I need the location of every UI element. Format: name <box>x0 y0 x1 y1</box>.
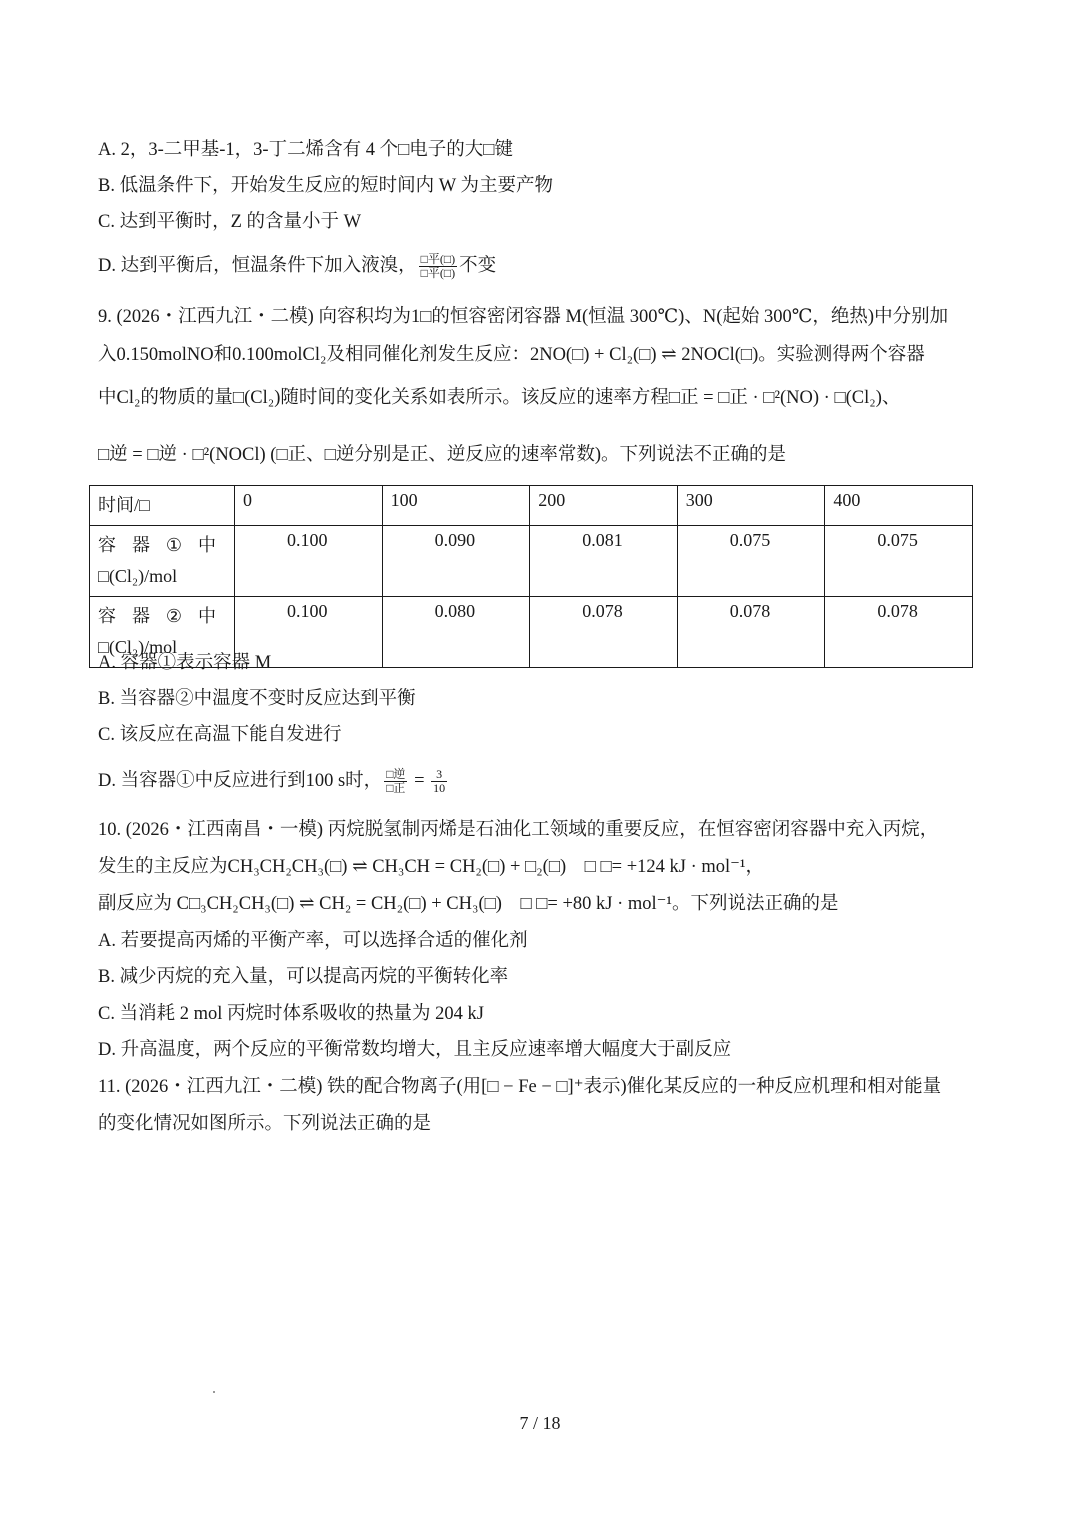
table-row <box>90 526 973 597</box>
q9-option-c: C. 该反应在高温下能自发进行 <box>98 725 342 745</box>
q9-fraction-1-denominator: □正 <box>386 781 406 795</box>
header-cell: 200 <box>530 486 678 526</box>
q11-stem-line-2: 的变化情况如图所示。下列说法正确的是 <box>98 1114 432 1134</box>
q9-fraction-1-numerator: □逆 <box>386 767 406 781</box>
table-cell: 0.100 <box>235 526 383 597</box>
row-label-bottom: □(Cl₂)/mol <box>98 566 178 586</box>
q10-option-a: A. 若要提高丙烯的平衡产率，可以选择合适的催化剂 <box>98 931 528 951</box>
table-cell: 0.075 <box>677 526 825 597</box>
row-label-char: 中 <box>198 535 216 555</box>
q9-fraction-1 <box>384 768 407 795</box>
row-label-char: 器 <box>131 606 150 626</box>
row-label-container-1 <box>90 526 235 597</box>
stray-dot <box>213 1391 215 1393</box>
table-header-row <box>90 486 973 526</box>
q9-fraction-2 <box>431 768 447 795</box>
q8-option-d-suffix: 不变 <box>459 255 497 276</box>
q9-option-d-prefix: D. 当容器①中反应进行到100 s时， <box>98 770 383 791</box>
table-cell: 0.078 <box>677 597 825 668</box>
q10-option-d: D. 升高温度，两个反应的平衡常数均增大，且主反应速率增大幅度大于副反应 <box>98 1040 732 1060</box>
table-cell: 0.081 <box>530 526 678 597</box>
table-cell: 0.100 <box>235 597 383 668</box>
q8-fraction <box>419 253 458 280</box>
q9-stem-line-3: 中Cl₂的物质的量□(Cl₂)随时间的变化关系如表所示。该反应的速率方程□正 = □正 · □²(NO) · □(Cl₂)、 <box>98 388 901 408</box>
q8-option-d-prefix: D. 达到平衡后，恒温条件下加入液溴， <box>98 255 417 276</box>
row-label-char: 容 <box>98 535 116 555</box>
q11-stem-line-1: 11. (2026・江西九江・二模) 铁的配合物离子(用[□ − Fe − □]⁺表示)催化某反应的一种反应机理和相对能量 <box>98 1077 942 1097</box>
q9-stem-line-4: □逆 = □逆 · □²(NOCl) (□正、□逆分别是正、逆反应的速率常数)。下列说法不正确的是 <box>98 445 786 465</box>
header-cell: 400 <box>825 486 973 526</box>
q9-stem-line-2: 入0.150molNO和0.100molCl₂及相同催化剂发生反应：2NO(□) + Cl₂(□) ⇌ 2NOCl(□)。实验测得两个容器 <box>98 345 925 365</box>
row-label-bottom: □(Cl₂)/mol <box>98 637 178 657</box>
table-cell: 0.078 <box>825 597 973 668</box>
q9-option-d <box>98 768 449 795</box>
header-cell: 100 <box>382 486 530 526</box>
row-label-char: ① <box>165 535 183 555</box>
q9-data-table <box>89 485 973 668</box>
row-label-char: 容 <box>98 606 116 626</box>
page-number: 7 / 18 <box>519 1413 561 1433</box>
q10-option-c: C. 当消耗 2 mol 丙烷时体系吸收的热量为 204 kJ <box>98 1004 484 1024</box>
table-cell: 0.075 <box>825 526 973 597</box>
q8-option-d <box>98 253 496 280</box>
table-cell: 0.090 <box>382 526 530 597</box>
q10-option-b: B. 减少丙烷的充入量，可以提高丙烷的平衡转化率 <box>98 967 509 987</box>
header-cell: 时间/□ <box>90 486 235 526</box>
q8-option-b: B. 低温条件下，开始发生反应的短时间内 W 为主要产物 <box>98 176 553 196</box>
q10-stem-line-2: 发生的主反应为CH₃CH₂CH₃(□) ⇌ CH₃CH = CH₂(□) + □₂(□) □ □= +124 kJ · mol⁻¹， <box>98 857 764 877</box>
q9-option-b: B. 当容器②中温度不变时反应达到平衡 <box>98 689 416 709</box>
header-cell: 300 <box>677 486 825 526</box>
table-cell: 0.078 <box>530 597 678 668</box>
row-label-char: ② <box>165 606 183 626</box>
q10-stem-line-3: 副反应为 C□₃CH₂CH₃(□) ⇌ CH₂ = CH₂(□) + CH₃(□) □ □= +80 kJ · mol⁻¹。下列说法正确的是 <box>98 894 839 914</box>
row-label-char: 器 <box>131 535 150 555</box>
q8-fraction-denominator: □平(□) <box>420 266 456 280</box>
header-cell: 0 <box>235 486 383 526</box>
q9-stem-line-1: 9. (2026・江西九江・二模) 向容积均为1□的恒容密闭容器 M(恒温 300℃)、N(起始 300℃，绝热)中分别加 <box>98 307 949 327</box>
q9-option-a: A. 容器①表示容器 M <box>98 653 272 673</box>
table-cell: 0.080 <box>382 597 530 668</box>
row-label-char: 中 <box>198 606 216 626</box>
q8-option-c: C. 达到平衡时，Z 的含量小于 W <box>98 212 362 232</box>
row-label-top <box>98 601 216 632</box>
q9-fraction-2-numerator: 3 <box>431 768 447 782</box>
q10-stem-line-1: 10. (2026・江西南昌・一模) 丙烷脱氢制丙烯是石油化工领域的重要反应，在恒容密闭容器中充入丙烷， <box>98 820 939 840</box>
q9-fraction-2-denominator: 10 <box>433 781 446 795</box>
row-label-top <box>98 530 216 561</box>
q8-fraction-numerator: □平(□) <box>420 252 456 266</box>
q8-option-a: A. 2，3-二甲基-1，3-丁二烯含有 4 个□电子的大□键 <box>98 140 513 160</box>
q9-equals-sign: = <box>414 770 425 791</box>
